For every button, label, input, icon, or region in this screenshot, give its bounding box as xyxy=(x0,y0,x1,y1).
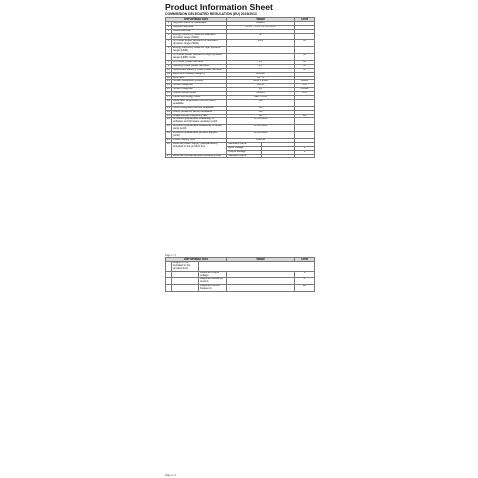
row-number: 27 xyxy=(167,154,170,157)
row-value: Monitor xyxy=(227,72,295,76)
row-label: Minimum guaranteed product support (until) xyxy=(172,132,227,139)
row-number: 6 xyxy=(166,47,172,54)
page-footer: Page 2 / 2 xyxy=(165,474,176,477)
table-row xyxy=(166,54,315,61)
row-label: Networked standby mode power demand xyxy=(172,68,227,72)
row-value xyxy=(262,154,295,158)
row-value: 20.12.2028 xyxy=(227,125,295,132)
header-information: INFORMATION xyxy=(166,258,227,262)
row-unit: cm xyxy=(295,84,315,88)
row-number: 10 xyxy=(167,68,170,71)
row-unit: cm² xyxy=(295,92,315,96)
sub-label: Standard name xyxy=(227,142,262,146)
row-label: Screen resolution (pixels) xyxy=(172,80,227,84)
row-unit: inches xyxy=(295,88,315,92)
row-value: No xyxy=(227,106,295,110)
row-value: 0.3 xyxy=(227,64,295,68)
row-label: On mode power demand for standard dynamic range (SDR) xyxy=(172,40,227,47)
product-info-table-page2 xyxy=(165,257,315,292)
row-value: 108.0 xyxy=(227,84,295,88)
row-spacer xyxy=(172,278,199,285)
table-row xyxy=(166,132,315,139)
row-blank xyxy=(199,261,315,271)
row-label: Screen diagonal xyxy=(172,88,227,92)
row-value xyxy=(227,271,295,278)
row-label: Image refresh frequency rate xyxy=(172,114,227,118)
row-value: Internal xyxy=(227,138,295,142)
row-label: Energy efficiency class for high dynamic range (HDR) xyxy=(172,47,227,54)
row-value xyxy=(227,47,295,54)
row-unit: W xyxy=(295,68,315,72)
row-label: External power supply (standardised) included in the product box xyxy=(172,142,227,154)
row-label: Standby mode power demand xyxy=(172,64,227,68)
table-row xyxy=(166,285,315,292)
row-value: 0.2 xyxy=(227,60,295,64)
header-unit: Unit xyxy=(295,18,315,22)
row-label: Panel technology used xyxy=(172,96,227,100)
page-title: Product Information Sheet xyxy=(165,2,273,12)
sub-label: Required current frequency xyxy=(199,285,227,292)
row-unit xyxy=(295,132,315,139)
table-row xyxy=(166,40,315,47)
row-unit: pixels xyxy=(295,80,315,84)
sub-label: Output voltage xyxy=(227,150,262,154)
table-row xyxy=(166,278,315,285)
table-body xyxy=(166,21,315,158)
row-number: 11 xyxy=(167,72,170,75)
row-value: XXXX - XXX XX XXXXXX xyxy=(227,25,295,29)
row-unit: W xyxy=(295,54,315,61)
row-number: 22 xyxy=(166,118,172,125)
row-number: 14 xyxy=(167,83,170,87)
row-value: No xyxy=(227,110,295,114)
row-label: Size ratio xyxy=(172,76,227,80)
sub-label: Input voltage xyxy=(227,146,262,150)
row-value: No xyxy=(227,99,295,106)
row-value xyxy=(227,54,295,61)
header-unit: Unit xyxy=(295,258,315,262)
row-label: Voice recognition sensor available xyxy=(172,106,227,110)
row-value: 60 xyxy=(227,114,295,118)
table-row xyxy=(166,261,315,271)
row-number: 18 xyxy=(166,99,172,106)
row-label: Visible screen area xyxy=(172,92,227,96)
table-row xyxy=(166,125,315,132)
row-label: Automatic Brightness Control (ABC) available xyxy=(172,99,227,106)
row-value xyxy=(227,285,295,292)
row-label: Energy efficiency class for standard dynamic range (SDR) xyxy=(172,33,227,40)
row-label: Supplier name or trademark xyxy=(172,21,227,25)
row-number: 1 xyxy=(166,21,172,25)
row-value: 39.6 xyxy=(227,40,295,47)
row-number: 19 xyxy=(167,106,170,109)
row-number: 17 xyxy=(167,95,170,99)
row-label: Electronic display category xyxy=(172,72,227,76)
table-row xyxy=(166,271,315,278)
row-unit xyxy=(295,33,315,40)
row-number: 16 xyxy=(167,91,170,95)
row-number: 26 xyxy=(166,142,172,154)
row-value: Hitachi xyxy=(227,21,295,25)
row-number: 4 xyxy=(166,33,172,40)
row-label: Room presence sensor available xyxy=(172,110,227,114)
row-number: 20 xyxy=(167,110,170,113)
row-unit xyxy=(295,125,315,132)
row-value xyxy=(227,278,295,285)
table-row xyxy=(166,47,315,54)
table-row xyxy=(166,154,315,158)
row-number: 25 xyxy=(167,138,170,141)
row-unit: V xyxy=(295,150,315,154)
row-label: Off mode, power demand xyxy=(172,60,227,64)
row-value: 16 : 9 xyxy=(227,76,295,80)
row-number: 5 xyxy=(166,40,172,47)
table-body xyxy=(166,261,315,291)
row-label: supply (if not included in the product box) xyxy=(172,261,199,271)
row-unit: A xyxy=(295,278,315,285)
row-value: 20.12.2028 xyxy=(227,132,295,139)
row-label: Minimum guaranteed availability of software and firmware updates (until) xyxy=(172,118,227,125)
row-number: 24 xyxy=(166,132,172,139)
table-row xyxy=(166,33,315,40)
row-number: 21 xyxy=(167,114,170,117)
row-spacer xyxy=(172,271,199,278)
product-info-table-page1 xyxy=(165,17,315,158)
sub-label: Required delivered current xyxy=(199,278,227,285)
row-value: 3840 x 2160 xyxy=(227,80,295,84)
row-number: 2 xyxy=(166,25,172,29)
row-unit xyxy=(295,154,315,158)
table-row xyxy=(166,99,315,106)
row-spacer xyxy=(172,285,199,292)
row-unit: W xyxy=(295,40,315,47)
row-number: 15 xyxy=(167,87,170,91)
regulation-subtitle: COMMISSION DELEGATED REGULATION (EU) 2019/2013 xyxy=(165,12,257,16)
table-row xyxy=(166,118,315,125)
row-number: 3 xyxy=(166,29,172,33)
row-value: LED / LCD xyxy=(227,96,295,100)
row-unit xyxy=(295,47,315,54)
row-value: E xyxy=(227,33,295,40)
row-number: 7 xyxy=(166,54,172,61)
sub-label: Standard name xyxy=(227,154,262,158)
header-information: INFORMATION xyxy=(166,18,227,22)
row-unit: W xyxy=(295,64,315,68)
header-value: Value xyxy=(227,18,295,22)
page-footer: Page 1 / 2 xyxy=(165,254,176,257)
row-label: External nonstandardised suitable power xyxy=(172,154,227,158)
row-value: 20.12.2028 xyxy=(227,118,295,125)
row-label: Power supply type xyxy=(172,138,227,142)
row-label: Supplier address xyxy=(172,25,227,29)
row-number: 23 xyxy=(166,125,172,132)
row-unit: Hz xyxy=(295,285,315,292)
row-unit: V xyxy=(295,271,315,278)
row-unit xyxy=(295,118,315,125)
row-unit xyxy=(295,99,315,106)
sub-label: Required output voltage xyxy=(199,271,227,278)
row-label: Minimum guaranteed availability of spare parts (until) xyxy=(172,125,227,132)
row-value: 4949.9 xyxy=(227,92,295,96)
row-number: 12 xyxy=(167,76,170,79)
row-unit: V xyxy=(295,146,315,150)
header-value: Value xyxy=(227,258,295,262)
row-label: Model identifier xyxy=(172,29,227,33)
row-number: 9 xyxy=(166,64,172,68)
row-label: Screen diagonal xyxy=(172,84,227,88)
row-value: 43 xyxy=(227,88,295,92)
row-unit: W xyxy=(295,60,315,64)
row-unit: Hz xyxy=(295,114,315,118)
row-number: 13 xyxy=(167,79,170,83)
row-label: On mode power demand in high dynamic range (HDR) mode xyxy=(172,54,227,61)
row-number: 8 xyxy=(166,60,172,64)
